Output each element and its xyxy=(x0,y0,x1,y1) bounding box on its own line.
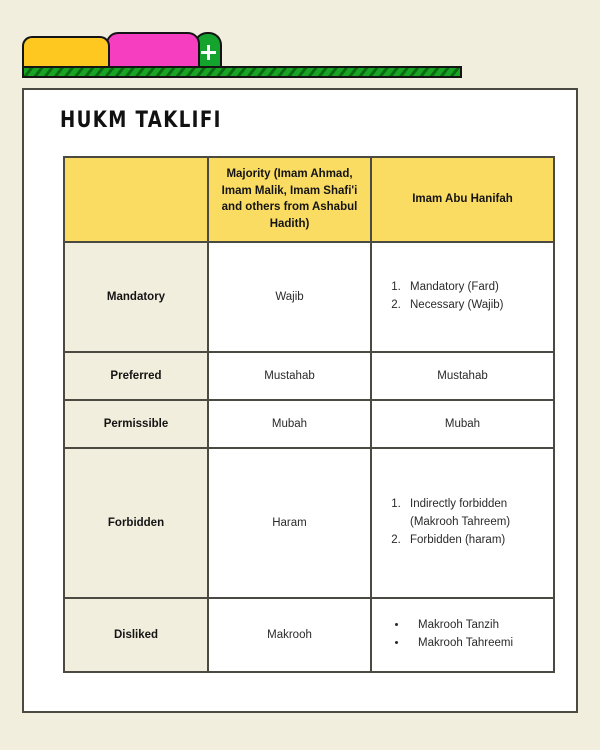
list-item: 2. Forbidden (haram) xyxy=(404,532,547,550)
list-item: 1. Indirectly forbidden (Makrooh Tahreem) xyxy=(404,496,547,532)
table-row xyxy=(64,242,554,352)
cell-majority-mandatory: Wajib xyxy=(208,242,371,352)
cell-hanafi-permissible: Mubah xyxy=(371,400,554,448)
table-header xyxy=(64,157,554,242)
table-header-row xyxy=(64,157,554,242)
decorative-tab-strip xyxy=(22,30,462,78)
table-row xyxy=(64,598,554,672)
cell-majority-disliked: Makrooh xyxy=(208,598,371,672)
cell-majority-preferred: Mustahab xyxy=(208,352,371,400)
table-body xyxy=(64,242,554,672)
cell-hanafi-mandatory xyxy=(371,242,554,352)
list-item: 1. Mandatory (Fard) xyxy=(404,279,547,297)
row-category-preferred: Preferred xyxy=(64,352,208,400)
tab-yellow[interactable] xyxy=(22,36,110,66)
row-category-mandatory: Mandatory xyxy=(64,242,208,352)
table-row xyxy=(64,400,554,448)
hanafi-disliked-list xyxy=(378,617,547,653)
rope-divider xyxy=(22,66,462,78)
row-category-permissible: Permissible xyxy=(64,400,208,448)
list-item: • Makrooh Tanzih xyxy=(408,617,547,635)
column-header-category xyxy=(64,157,208,242)
list-item: • Makrooh Tahreemi xyxy=(408,635,547,653)
page-title: HUKM TAKLIFI xyxy=(60,108,222,133)
table-row xyxy=(64,448,554,598)
cell-majority-forbidden: Haram xyxy=(208,448,371,598)
cell-majority-permissible: Mubah xyxy=(208,400,371,448)
hukm-taklifi-table xyxy=(63,156,555,673)
content-card xyxy=(22,88,578,713)
column-header-hanafi: Imam Abu Hanifah xyxy=(371,157,554,242)
hanafi-mandatory-list xyxy=(378,279,547,315)
table-row xyxy=(64,352,554,400)
tab-pink[interactable] xyxy=(106,32,200,66)
plus-icon xyxy=(201,45,216,60)
cell-hanafi-disliked xyxy=(371,598,554,672)
row-category-forbidden: Forbidden xyxy=(64,448,208,598)
row-category-disliked: Disliked xyxy=(64,598,208,672)
cell-hanafi-preferred: Mustahab xyxy=(371,352,554,400)
cell-hanafi-forbidden xyxy=(371,448,554,598)
list-item: 2. Necessary (Wajib) xyxy=(404,297,547,315)
column-header-majority: Majority (Imam Ahmad, Imam Malik, Imam Shafi'i and others from Ashabul Hadith) xyxy=(208,157,371,242)
hanafi-forbidden-list xyxy=(378,496,547,549)
